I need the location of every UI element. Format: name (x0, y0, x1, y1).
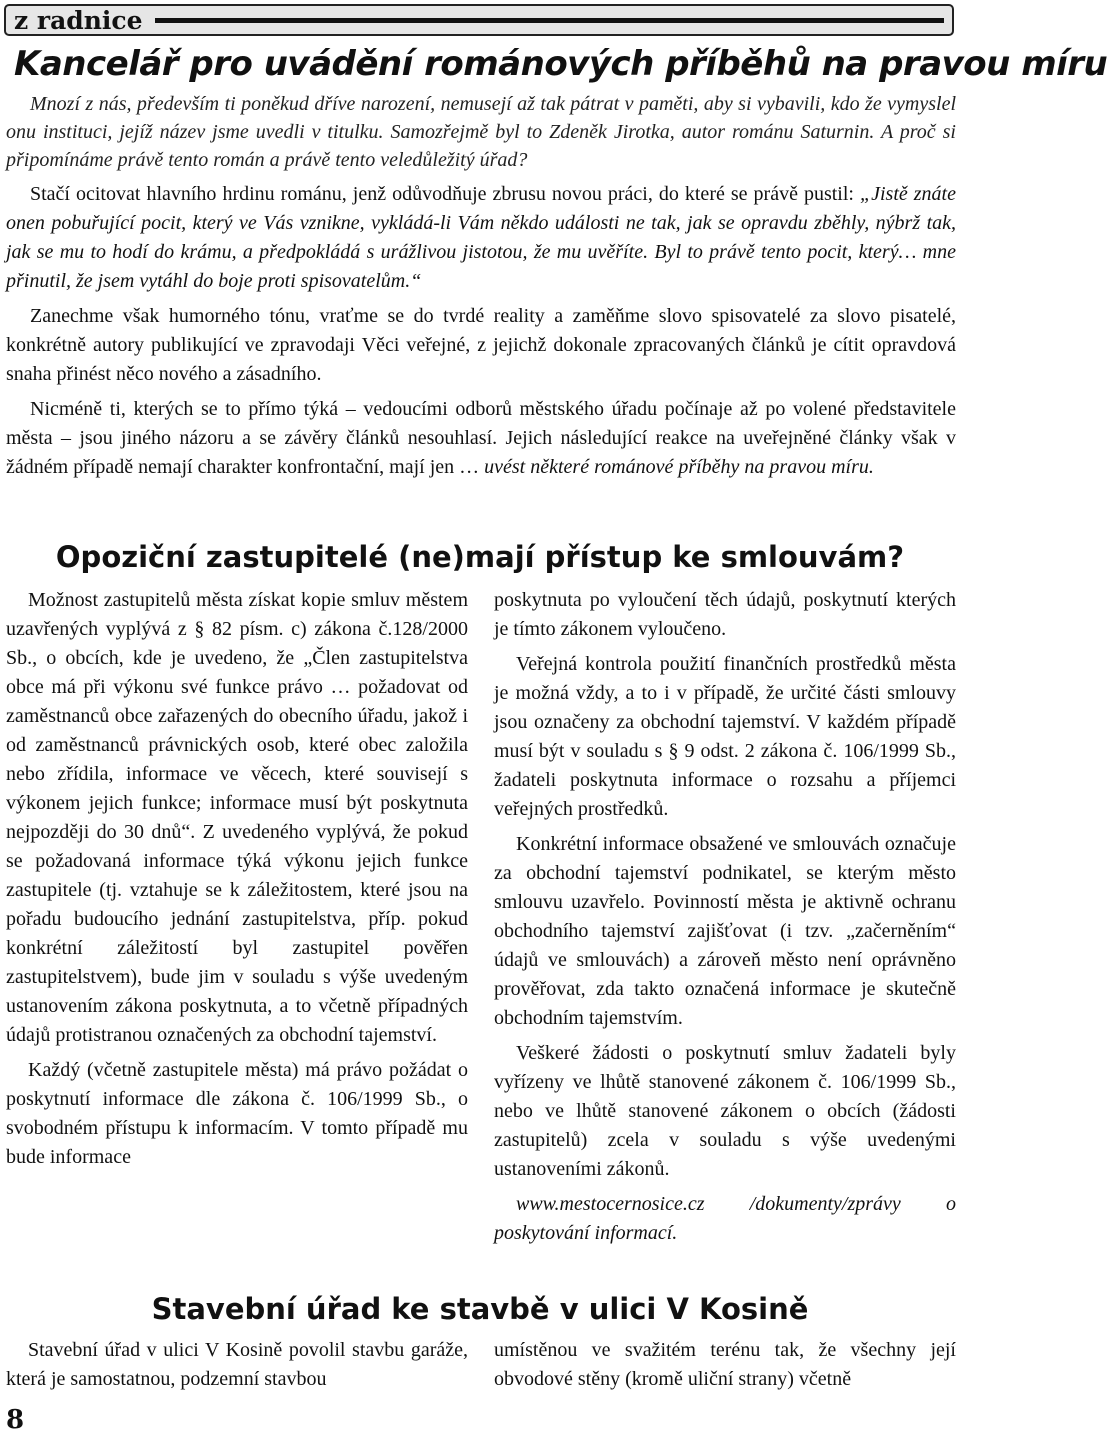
article1-lead: Mnozí z nás, především ti poněkud dříve narození, nemusejí až tak pátrat v paměti, aby si vybavili, kdo že vymyslel onu instituci, jejíž název jsme uvedli v titulku. Samozřejmě byl to Zdeněk Jirotka, autor románu Saturnin. A proč si připomínáme právě tento román a právě tento veledůležitý úřad? (6, 93, 956, 171)
article1-p1-quote: „Jistě znáte onen pobuřující pocit, který ve Vás vznikne, vykládá-li Vám někdo události ne tak, jak se opravdu zběhly, nýbrž tak, jak se mu to hodí do krámu, a předpokládá s urážlivou jistotou, že mu uvěříte. Byl to právě tento pocit, který… mne přinutil, že jsem vytáhl do boje proti spisovatelům.“ (6, 183, 956, 292)
article2-right-paragraph-2: Veřejná kontrola použití finančních prostředků města je možná vždy, a to i v případě, že určité části smlouvy jsou označeny za obchodní tajemství. V každém případě musí být v souladu s § 9 odst. 2 zákona č. 106/1999 Sb., žadateli poskytnuta informace o rozsahu a příjemci veřejných prostředků. (494, 653, 956, 820)
article2-left-paragraph-2: Každý (včetně zastupitele města) má právo požádat o poskytnutí informace dle zákona č. 106/1999 Sb., o svobodném přístupu k informacím. V tomto případě mu bude informace (6, 1059, 468, 1168)
section-header-bar (4, 4, 954, 36)
article2-right-column (494, 586, 956, 1254)
article3-right-column (494, 1336, 956, 1400)
article1-p1-text: Stačí ocitovat hlavního hrdinu románu, jenž odůvodňuje zbrusu novou práci, do které se právě pustil: (30, 183, 860, 205)
article3-right-paragraph: umístěnou ve svažitém terénu tak, že všechny její obvodové stěny (kromě uliční strany) včetně (494, 1339, 956, 1390)
article2-left-paragraph-1: Možnost zastupitelů města získat kopie smluv městem uzavřených vyplývá z § 82 písm. c) zákona č.128/2000 Sb., o obcích, kde je uvedeno, že „Člen zastupitelstva obce má při výkonu své funkce právo … požadovat od zaměstnanců obce zařazených do obecního úřadu, jakož i od zaměstnanců právnických osob, které obec založila nebo zřídila, informace ve věcech, které souvisejí s výkonem jejich funkce; informace musí být poskytnuta nejpozději do 30 dnů“. Z uvedeného vyplývá, že pokud se požadovaná informace týká výkonu jejich funkce zastupitele (tj. vztahuje se k záležitostem, které jsou na pořadu budoucího jednání zastupitelstva, příp. pokud konkrétní záležitostí byl zastupitel pověřen zastupitelstvem), bude jim v souladu s výše uvedeným ustanovením zákona poskytnuta, a to včetně případných údajů protistranou označených za obchodní tajemství. (6, 589, 468, 1046)
article2-right-paragraph-1: poskytnuta po vyloučení těch údajů, poskytnutí kterých je tímto zákonem vyloučeno. (494, 589, 956, 640)
article1-paragraph-2: Zanechme však humorného tónu, vraťme se do tvrdé reality a zaměňme slovo spisovatelé za slovo pisatelé, konkrétně autory publikující ve zpravodaji Věci veřejné, z jejichž dokonale zpracovaných článků je cítit opravdová snaha přinést něco nového a zásadního. (6, 305, 956, 385)
section-label: z radnice (14, 5, 143, 35)
article3-left-paragraph: Stavební úřad v ulici V Kosině povolil stavbu garáže, která je samostatnou, podzemní stavbou (6, 1339, 468, 1390)
article1-p3-italic: uvést některé románové příběhy na pravou míru. (484, 456, 874, 478)
page-number: 8 (6, 1405, 25, 1435)
article1-body (6, 180, 956, 488)
article1-p3-text: Nicméně ti, kterých se to přímo týká – vedoucími odborů městského úřadu počínaje až po volené představitele města – jsou jiného názoru a se závěry článků nesouhlasí. Jejich následující reakce na uveřejněné články však v žádném případě nemají charakter konfrontační, mají jen … (6, 398, 956, 478)
article1-paragraph-3 (6, 395, 956, 482)
article3-title: Stavební úřad ke stavbě v ulici V Kosině (151, 1292, 809, 1326)
section-rule (155, 18, 944, 23)
article1-title: Kancelář pro uvádění románových příběhů na pravou míru (14, 44, 1107, 84)
article2-right-paragraph-3: Konkrétní informace obsažené ve smlouvách označuje za obchodní tajemství podnikatel, se kterým město smlouvu uzavřelo. Povinností města je aktivně ochranu obchodního tajemství zajišťovat (i tzv. „začerněním“ údajů ve smlouvách) a zároveň město není oprávněno prověřovat, zda takto označená informace je skutečně obchodním tajemstvím. (494, 833, 956, 1029)
article2-link[interactable]: www.mestocernosice.cz /dokumenty/zprávy o poskytování informací. (494, 1193, 956, 1244)
article2-title: Opoziční zastupitelé (ne)mají přístup ke smlouvám? (55, 540, 905, 574)
article2-left-column (6, 586, 468, 1178)
article2-right-paragraph-4: Veškeré žádosti o poskytnutí smluv žadateli byly vyřízeny ve lhůtě stanovené zákonem č. 106/1999 Sb., nebo ve lhůtě stanovené zákonem o obcích (žádosti zastupitelů) zcela v souladu s výše uvedenými ustanoveními zákonů. (494, 1042, 956, 1180)
article3-left-column (6, 1336, 468, 1400)
article1-paragraph-1 (6, 180, 956, 296)
